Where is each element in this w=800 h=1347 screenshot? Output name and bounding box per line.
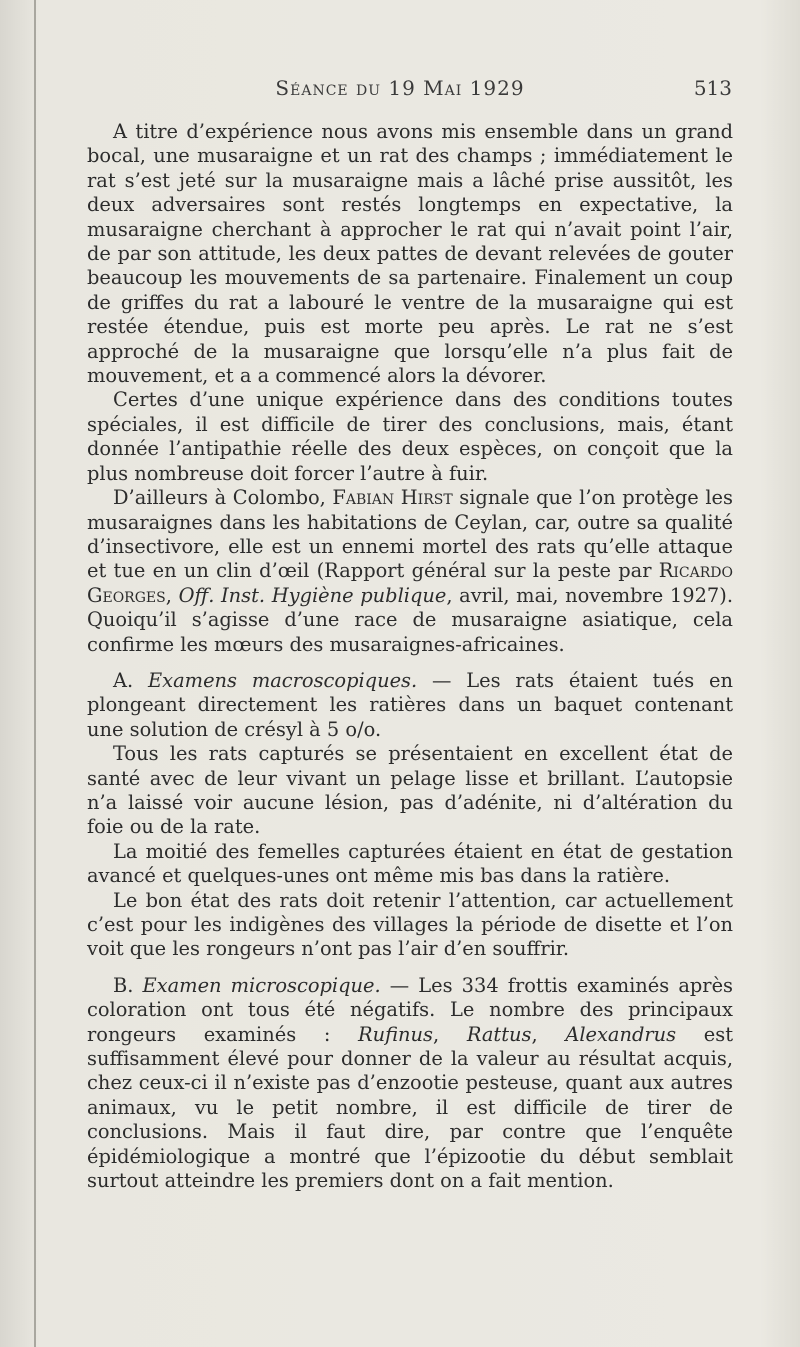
page-body: [87, 120, 733, 1193]
section-heading: Examens macroscopiques.: [148, 668, 418, 692]
text-run: ,: [432, 1022, 440, 1046]
paragraph-colombo: [87, 486, 733, 657]
species-name: Rattus: [466, 1022, 532, 1046]
section-b-paragraph: [87, 974, 733, 1194]
text-run: ,: [531, 1022, 538, 1046]
author-name: Ricardo Georges: [87, 559, 733, 607]
page-header: [0, 76, 800, 104]
author-name: Fabian Hirst: [332, 486, 453, 510]
paragraph-conclusion: Certes d’une unique expérience dans des conditions toutes spéciales, il est difficile de tirer des conclusions, mais, étant donnée l’antipathie réelle des deux espèces, on conçoit que la plus nombreuse doit forcer l’autre à fuir.: [87, 388, 733, 485]
text-run: — Les rats étaient tués en plongeant directement les ratières dans un baquet contenant une solution de crésyl à 5 o/o.: [87, 668, 734, 741]
text-run: signale que l’on protège les musaraignes dans les habitations de Ceylan, car, outre sa qualité d’insectivore, elle est un ennemi mortel des rats qu’elle attaque et tue en un clin d’œil (Rapport général sur la peste par: [87, 486, 733, 583]
text-run: est suffisamment élevé pour donner de la valeur au résultat acquis, chez ceux-ci il n’existe pas d’enzootie pesteuse, quant aux autres animaux, vu le petit nombre, il est difficile de tirer de conclusions. Mais il faut dire, par contre que l’enquête épidémiologique a montré que l’épizootie du début semblait surtout atteindre les premiers dont on a fait mention.: [87, 1022, 733, 1193]
species-name: Alexandrus: [565, 1022, 677, 1046]
paragraph-experiment: A titre d’expérience nous avons mis ensemble dans un grand bocal, une musaraigne et un rat des champs ; immédiatement le rat s’est jeté sur la musaraigne mais a lâché prise aussitôt, les deux adversaires sont restés longtemps en expectative, la musaraigne cherchant à approcher le rat qui n’avait point l’air, de par son attitude, les deux pattes de devant relevées de gouter beaucoup les mouvements de sa partenaire. Finalement un coup de griffes du rat a labouré le ventre de la musaraigne qui est restée étendue, puis est morte peu après. Le rat ne s’est approché de la musaraigne que lorsqu’elle n’a plus fait de mouvement, et a a commencé alors la dévorer.: [87, 120, 733, 388]
paragraph-health: Tous les rats capturés se présentaient en excellent état de santé avec de leur vivant un pelage lisse et brillant. L’autopsie n’a laissé voir aucune lésion, pas d’adénite, ni d’altération du foie ou de la rate.: [87, 742, 733, 839]
section-a-paragraph: [87, 669, 733, 742]
paragraph-condition: Le bon état des rats doit retenir l’attention, car actuellement c’est pour les indigènes des villages la période de disette et l’on voit que les rongeurs n’ont pas l’air d’en souffrir.: [87, 888, 733, 961]
page-number: 513: [693, 76, 732, 100]
section-label: A.: [113, 668, 134, 692]
journal-title: Off. Inst. Hygiène publique: [178, 583, 447, 607]
paragraph-gestation: La moitié des femelles capturées étaient en état de gestation avancé et quelques-unes ont même mis bas dans la ratière.: [87, 839, 733, 888]
species-name: Rufinus: [358, 1022, 433, 1046]
section-label: B.: [113, 973, 134, 997]
text-run: ,: [165, 583, 172, 607]
text-run: D’ailleurs à Colombo,: [113, 486, 326, 510]
page-gutter: [34, 0, 36, 1347]
text-run: , avril, mai, novembre 1927). Quoiqu’il s’agisse d’une race de musaraigne asiatique, cela confirme les mœurs des musaraignes-africaines.: [87, 583, 734, 656]
running-title: Séance du 19 Mai 1929: [275, 76, 525, 100]
section-heading: Examen microscopique.: [142, 973, 381, 997]
text-run: — Les 334 frottis examinés après coloration ont tous été négatifs. Le nombre des principaux rongeurs examinés :: [87, 973, 733, 1046]
